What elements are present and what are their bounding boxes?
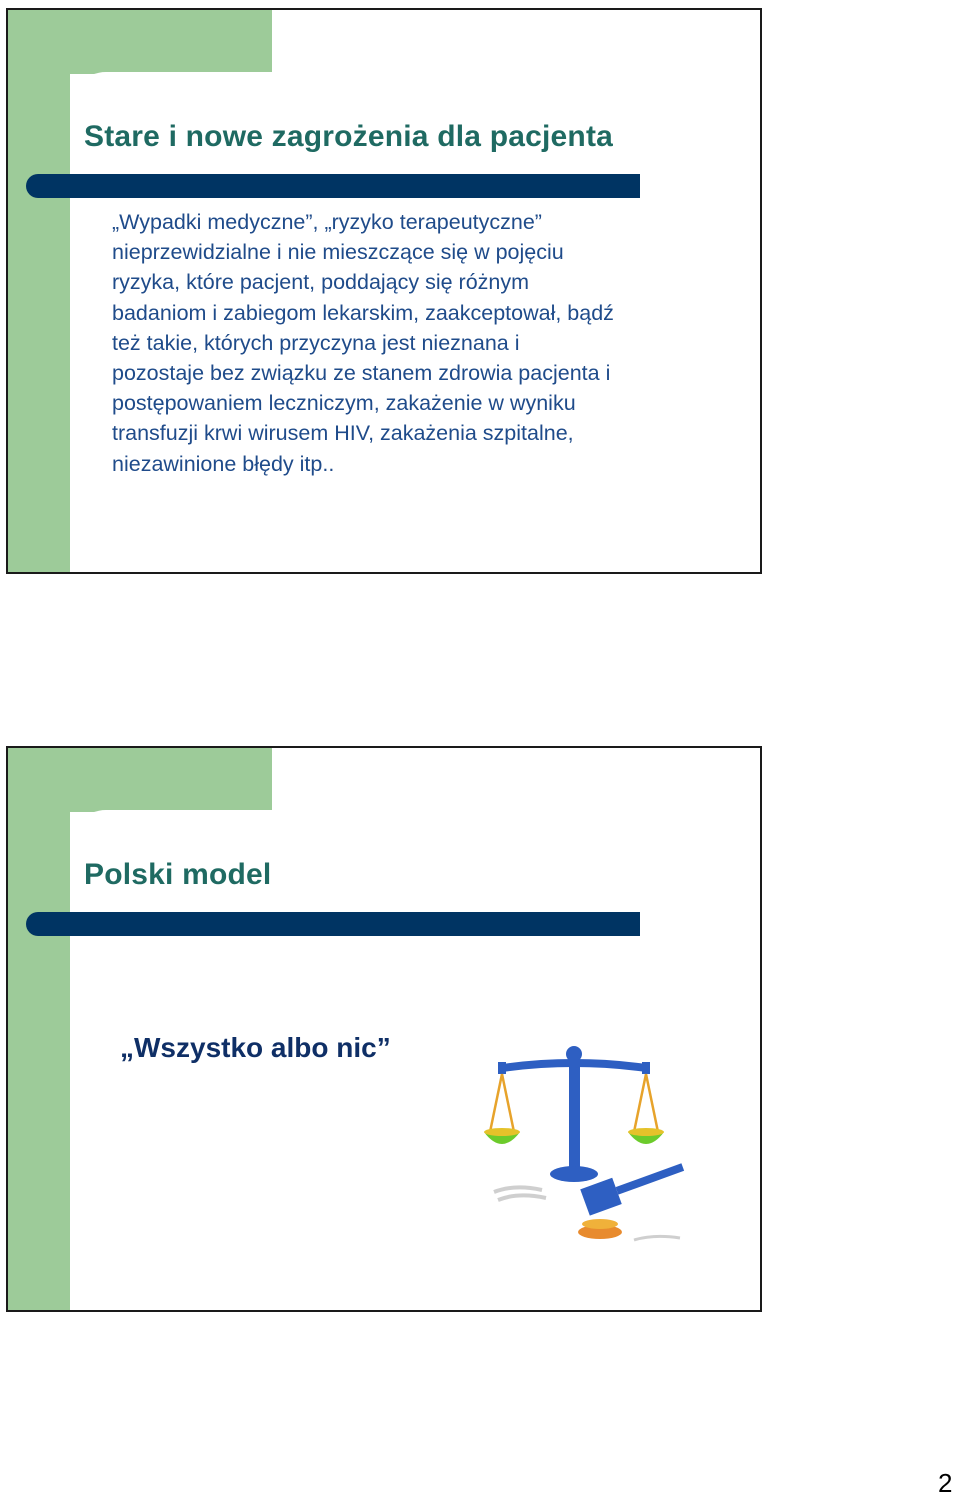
green-side-strip <box>8 748 70 1310</box>
slide-title: Polski model <box>84 858 272 891</box>
title-rule <box>26 912 640 936</box>
slide-2 <box>6 746 762 1312</box>
green-top-tab <box>8 10 272 74</box>
slide-title: Stare i nowe zagrożenia dla pacjenta <box>84 120 614 153</box>
green-side-strip <box>8 10 70 572</box>
slide-1 <box>6 8 762 574</box>
slide-subtitle: „Wszystko albo nic” <box>120 1032 391 1063</box>
green-top-tab <box>8 748 272 812</box>
slide-body-text: „Wypadki medyczne”, „ryzyko terapeutyczne” nieprzewidzialne i nie mieszczące się w pojęciu ryzyka, które pacjent, poddający się różnym badaniom i zabiegom lekarskim, zaakceptował, bądź też takie, których przyczyna jest nieznana i pozostaje bez związku ze stanem zdrowia pacjenta i postępowaniem leczniczym, zakażenie w wyniku transfuzji krwi wirusem HIV, zakażenia szpitalne, niezawinione błędy itp.. <box>112 210 614 476</box>
page-number: 2 <box>938 1468 953 1498</box>
scales-of-justice-and-gavel-icon <box>484 1044 694 1254</box>
title-rule <box>26 174 640 198</box>
